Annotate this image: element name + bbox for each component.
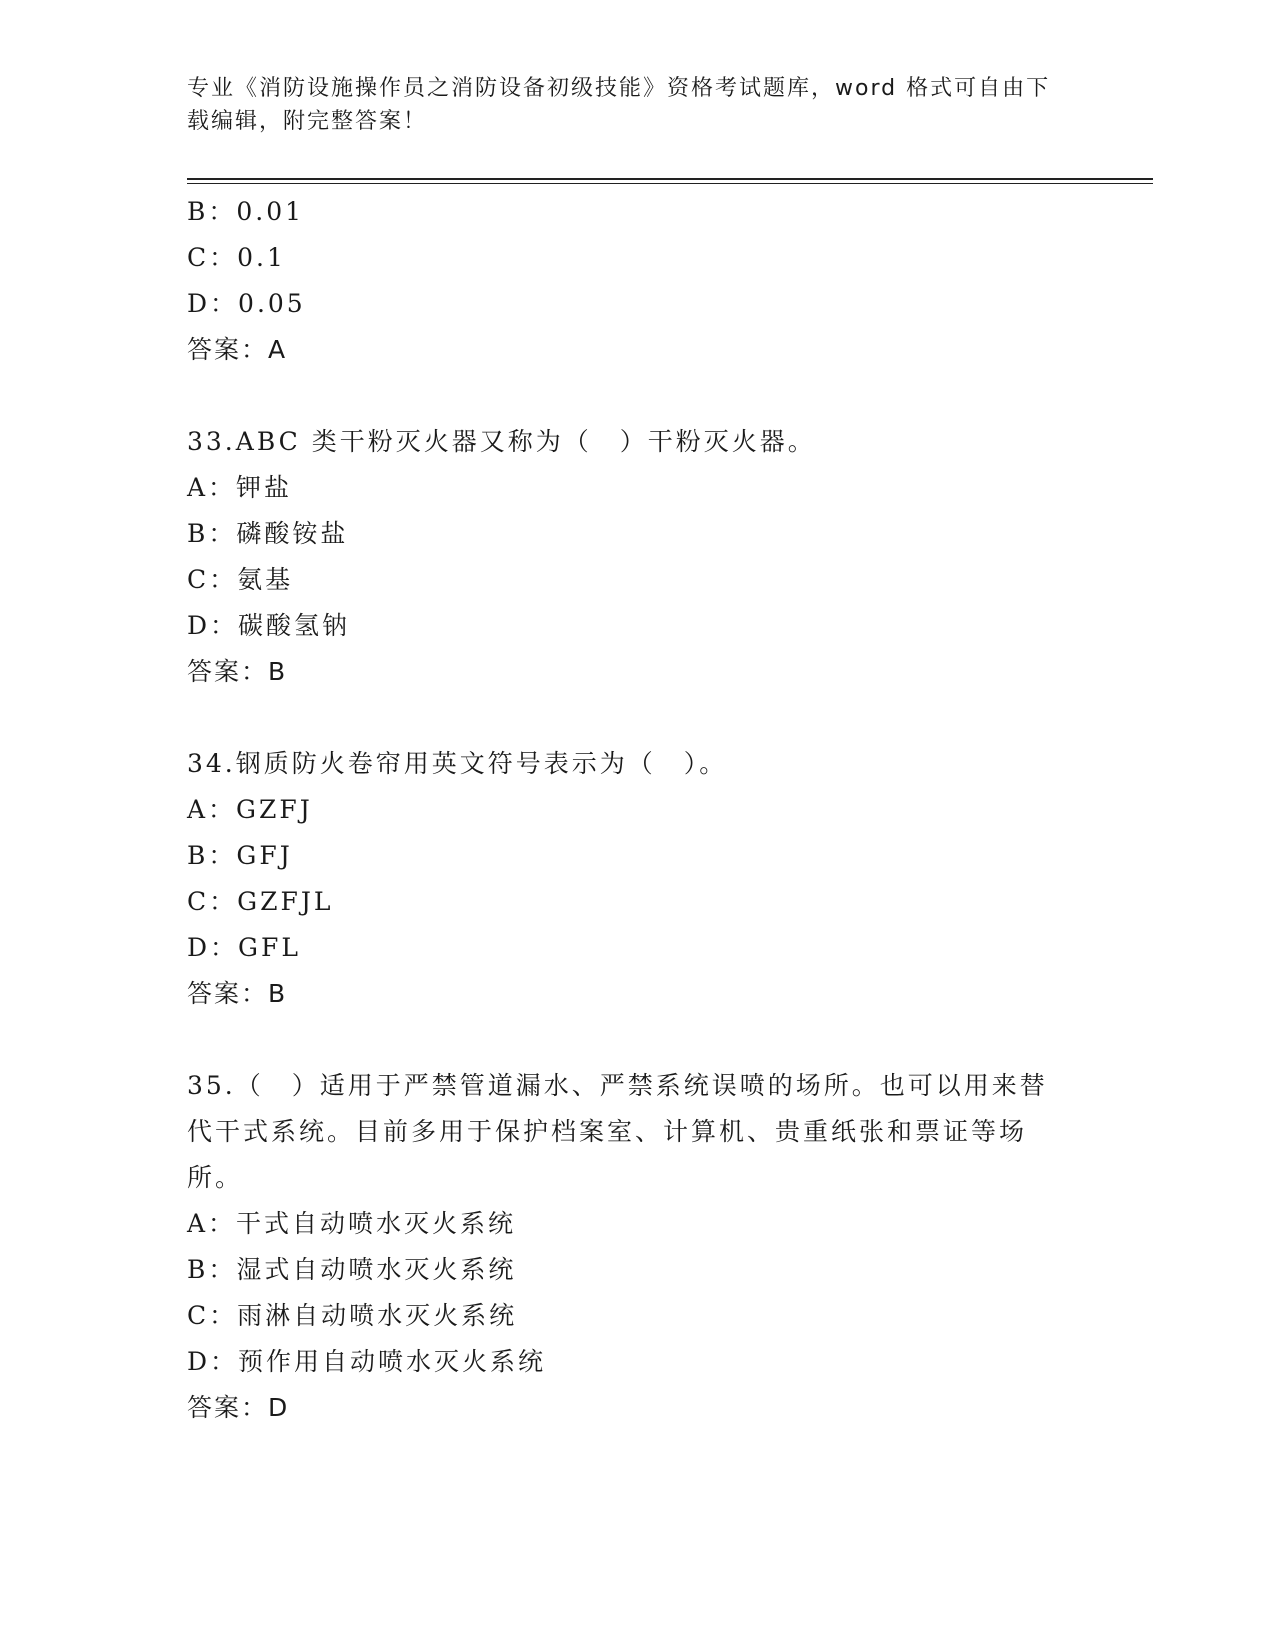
- question-stem-line-1: 35.（ ）适用于严禁管道漏水、严禁系统误喷的场所。也可以用来替: [187, 1071, 1048, 1100]
- option-a: A：钾盐: [187, 473, 293, 502]
- answer-line: 答案：B: [187, 979, 288, 1008]
- answer-line: 答案：A: [187, 335, 288, 364]
- question-list: [187, 189, 1087, 1431]
- option-b: B：湿式自动喷水灭火系统: [187, 1255, 517, 1284]
- question-35: [187, 1063, 1087, 1431]
- option-b: B：GFJ: [187, 841, 293, 870]
- question-32-continued: [187, 189, 1087, 373]
- option-d: D：碳酸氢钠: [187, 611, 351, 640]
- question-stem: 33.ABC 类干粉灭火器又称为（ ）干粉灭火器。: [187, 427, 816, 456]
- question-33: [187, 419, 1087, 695]
- header-divider-thick: [187, 178, 1153, 180]
- answer-line: 答案：D: [187, 1393, 290, 1422]
- option-a: A：GZFJ: [187, 795, 313, 824]
- question-stem: 34.钢质防火卷帘用英文符号表示为（ ）。: [187, 749, 728, 778]
- answer-line: 答案：B: [187, 657, 288, 686]
- document-header: [187, 72, 1087, 138]
- option-c: C：GZFJL: [187, 887, 334, 916]
- spacer: [187, 1017, 1087, 1063]
- option-a: A：干式自动喷水灭火系统: [187, 1209, 517, 1238]
- option-c: C：雨淋自动喷水灭火系统: [187, 1301, 518, 1330]
- option-d: D：0.05: [187, 289, 306, 318]
- spacer: [187, 695, 1087, 741]
- question-34: [187, 741, 1087, 1017]
- header-line-1: 专业《消防设施操作员之消防设备初级技能》资格考试题库，word 格式可自由下: [187, 76, 1051, 101]
- option-b: B：磷酸铵盐: [187, 519, 349, 548]
- option-d: D：GFL: [187, 933, 301, 962]
- option-c: C：0.1: [187, 243, 286, 272]
- option-b: B：0.01: [187, 197, 305, 226]
- option-c: C：氨基: [187, 565, 294, 594]
- header-line-2: 载编辑，附完整答案！: [187, 109, 428, 134]
- header-divider-thin: [187, 183, 1153, 184]
- spacer: [187, 373, 1087, 419]
- question-stem-line-3: 所。: [187, 1163, 244, 1192]
- question-stem-line-2: 代干式系统。目前多用于保护档案室、计算机、贵重纸张和票证等场: [187, 1117, 1028, 1146]
- option-d: D：预作用自动喷水灭火系统: [187, 1347, 547, 1376]
